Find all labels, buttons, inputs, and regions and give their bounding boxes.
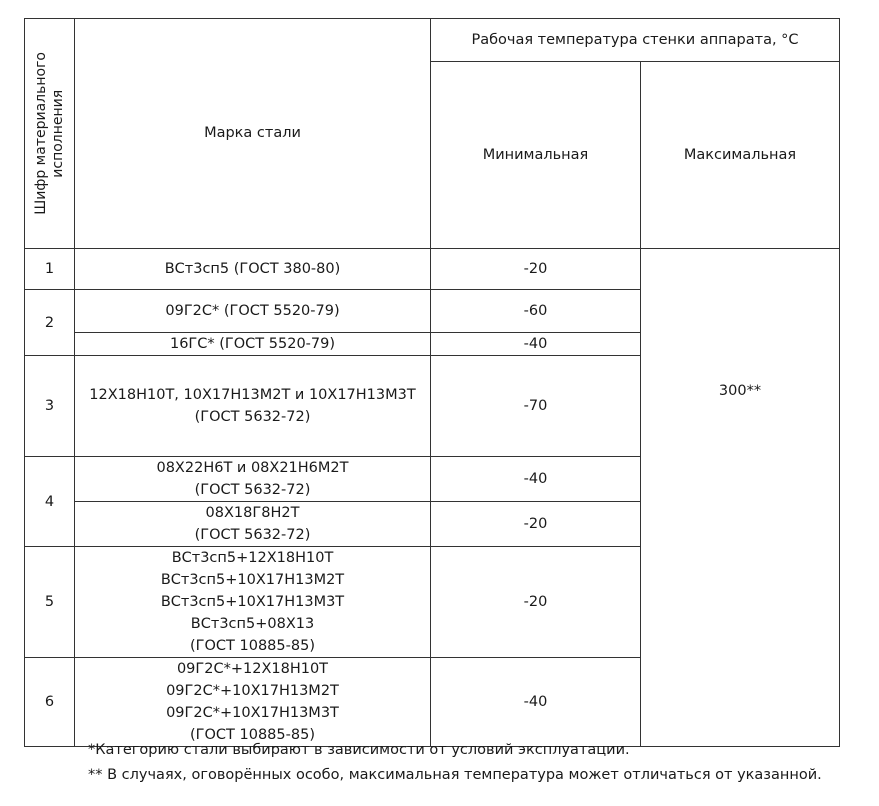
min-temp-header: Минимальная	[431, 62, 641, 249]
grade-line: ВСт3сп5+08Х13	[190, 616, 315, 632]
grade-line: (ГОСТ 5632-72)	[194, 409, 311, 425]
min-temp-cell: -40	[431, 658, 641, 747]
grade-line: 09Г2С*+10Х17Н13М3Т	[166, 705, 339, 721]
grade-line: ВСт3сп5+10Х17Н13М3Т	[160, 594, 345, 610]
min-temp-cell: -40	[431, 457, 641, 502]
footnotes	[88, 738, 822, 788]
grade-cell	[75, 457, 431, 502]
min-temp-cell: -20	[431, 547, 641, 658]
grade-line: 12Х18Н10Т, 10Х17Н13М2Т и 10Х17Н13М3Т	[89, 387, 416, 403]
grade-cell: 16ГС* (ГОСТ 5520-79)	[75, 333, 431, 356]
grade-cell: ВСт3сп5 (ГОСТ 380-80)	[75, 249, 431, 290]
cipher-header-line: исполнения	[49, 89, 66, 178]
min-temp-cell: -60	[431, 290, 641, 333]
grade-line: (ГОСТ 10885-85)	[190, 638, 315, 654]
grade-header: Марка стали	[75, 19, 431, 249]
grade-line: (ГОСТ 5632-72)	[194, 527, 311, 543]
cipher-cell: 1	[25, 249, 75, 290]
min-temp-cell: -20	[431, 249, 641, 290]
grade-line: ВСт3сп5+12Х18Н10Т	[171, 550, 334, 566]
cipher-cell: 5	[25, 547, 75, 658]
cipher-cell: 2	[25, 290, 75, 356]
grade-line: 08Х22Н6Т и 08Х21Н6М2Т	[156, 460, 349, 476]
cipher-header-line: Шифр материального	[32, 52, 49, 215]
temperature-header: Рабочая температура стенки аппарата, °С	[431, 19, 840, 62]
grade-line: 08Х18Г8Н2Т	[205, 505, 300, 521]
min-temp-cell: -40	[431, 333, 641, 356]
grade-line: 09Г2С*+10Х17Н13М2Т	[166, 683, 339, 699]
grade-cell	[75, 356, 431, 457]
grade-line: ВСт3сп5+10Х17Н13М2Т	[160, 572, 345, 588]
cipher-cell: 4	[25, 457, 75, 547]
cipher-cell: 3	[25, 356, 75, 457]
min-temp-cell: -20	[431, 502, 641, 547]
grade-cell	[75, 502, 431, 547]
steel-grades-table	[24, 18, 840, 747]
max-temp-cell: 300**	[641, 249, 840, 747]
grade-line: 09Г2С*+12Х18Н10Т	[176, 661, 329, 677]
table-row	[25, 249, 840, 290]
grade-cell	[75, 547, 431, 658]
grade-cell: 09Г2С* (ГОСТ 5520-79)	[75, 290, 431, 333]
grade-line: (ГОСТ 10885-85)	[190, 727, 315, 743]
min-temp-cell: -70	[431, 356, 641, 457]
grade-cell	[75, 658, 431, 747]
grade-line: (ГОСТ 5632-72)	[194, 482, 311, 498]
footnote-category: *Категорию стали выбирают в зависимости от условий эксплуатации.	[88, 742, 630, 758]
cipher-cell: 6	[25, 658, 75, 747]
cipher-header	[25, 19, 75, 249]
footnote-max-temp: ** В случаях, оговорённых особо, максимальная температура может отличаться от указанной.	[88, 767, 822, 783]
max-temp-header: Максимальная	[641, 62, 840, 249]
